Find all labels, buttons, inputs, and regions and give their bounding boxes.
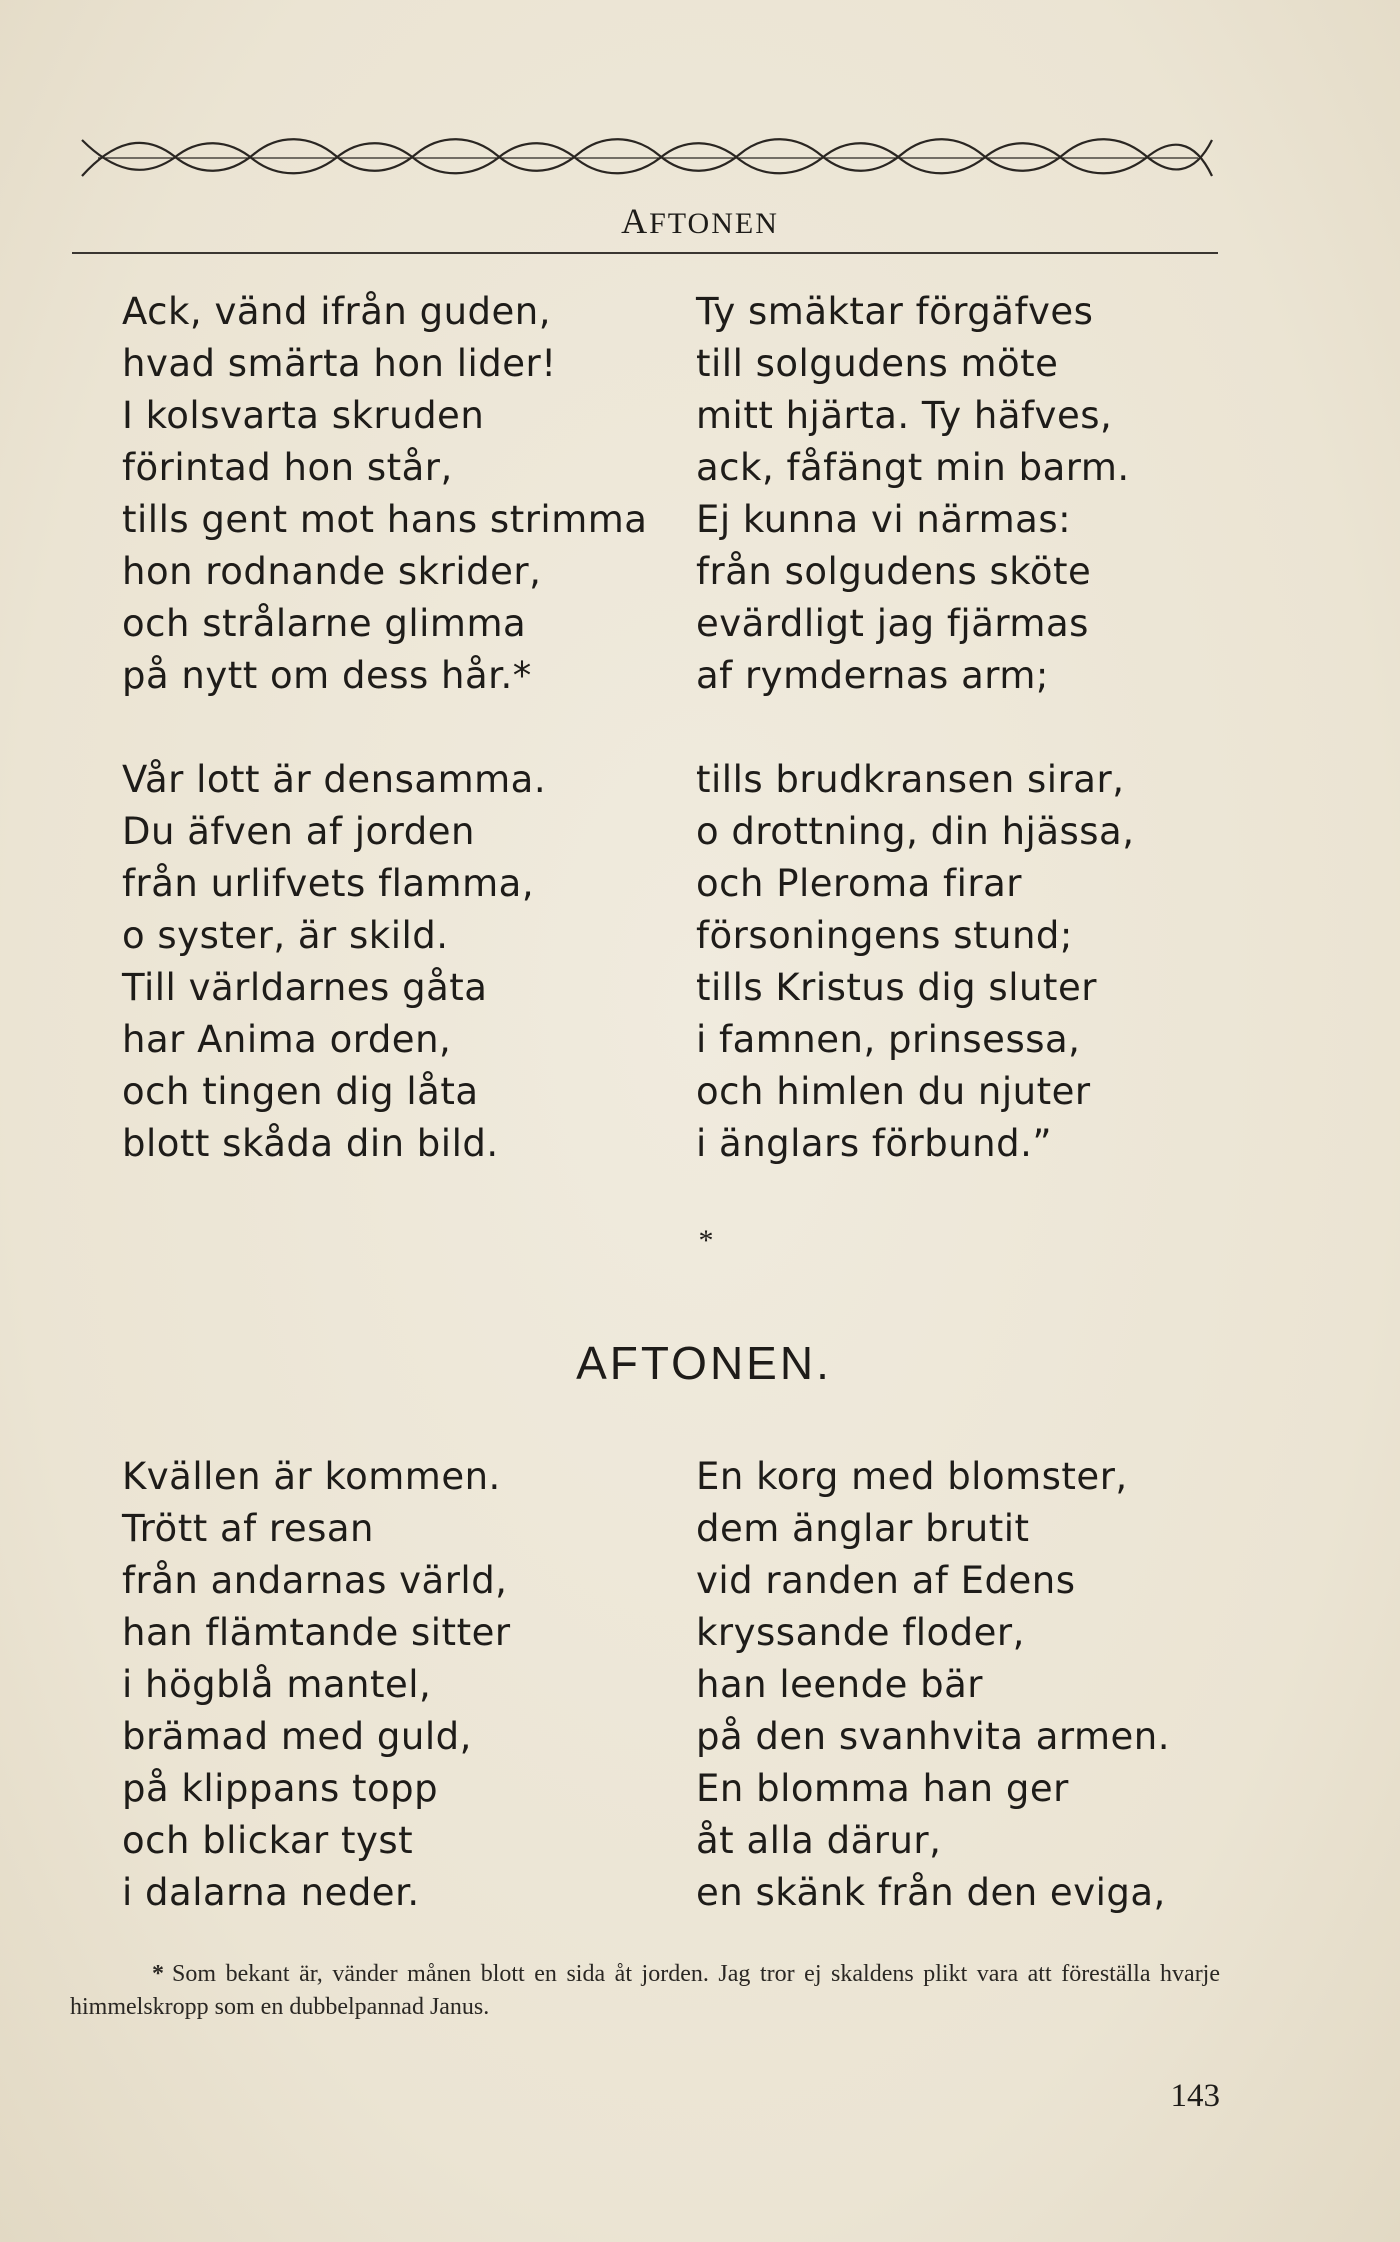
verse-line: Du äfven af jorden [122, 810, 475, 853]
footnote-mark: * [152, 1961, 164, 1987]
verse-line: Vår lott är densamma. [122, 758, 547, 801]
verse-line: och blickar tyst [122, 1819, 414, 1862]
header-rule [72, 252, 1218, 254]
verse-line: Kvällen är kommen. [122, 1455, 501, 1498]
verse-line: Ty smäktar förgäfves [696, 290, 1094, 333]
footnote-text: Som bekant är, vänder månen blott en sida åt jorden. Jag tror ej skaldens plikt vara att föreställa hvarje himmelskropp som en dubbelpannad Janus. [70, 1961, 1220, 2020]
verse-line: evärdligt jag fjärmas [696, 602, 1089, 645]
section-separator-asterisk: * [698, 1224, 714, 1257]
verse-line: blott skåda din bild. [122, 1122, 499, 1165]
running-header [0, 200, 1400, 242]
verse-line: Till världarnes gåta [122, 966, 488, 1009]
verse-line: en skänk från den eviga, [696, 1871, 1166, 1914]
verse-line: han flämtande sitter [122, 1611, 511, 1654]
running-header-initial: A [621, 201, 650, 241]
page-number: 143 [1170, 2078, 1220, 2114]
verse-line: i dalarna neder. [122, 1871, 420, 1914]
running-header-rest: FTONEN [649, 207, 779, 240]
verse-line: han leende bär [696, 1663, 983, 1706]
verse-line: och strålarne glimma [122, 602, 527, 645]
poem1-stanza-left-2 [122, 754, 682, 1170]
verse-line: En korg med blomster, [696, 1455, 1128, 1498]
verse-line: kryssande floder, [696, 1611, 1025, 1654]
verse-line: från solgudens sköte [696, 550, 1092, 593]
verse-line: I kolsvarta skruden [122, 394, 485, 437]
verse-line: tills gent mot hans strimma [122, 498, 648, 541]
verse-line: till solgudens möte [696, 342, 1059, 385]
verse-line: har Anima orden, [122, 1018, 452, 1061]
verse-line: försoningens stund; [696, 914, 1073, 957]
verse-line: från urlifvets flamma, [122, 862, 535, 905]
verse-line: på klippans topp [122, 1767, 439, 1810]
decorative-ornament-band [78, 132, 1216, 182]
verse-line: på nytt om dess hår.* [122, 654, 532, 697]
verse-line: Ej kunna vi närmas: [696, 498, 1072, 541]
verse-line: ack, fåfängt min barm. [696, 446, 1130, 489]
verse-line: brämad med guld, [122, 1715, 472, 1758]
poem2-stanza-left [122, 1451, 682, 1919]
verse-line: af rymdernas arm; [696, 654, 1049, 697]
verse-line: dem änglar brutit [696, 1507, 1030, 1550]
poem-title: AFTONEN. [576, 1337, 832, 1389]
verse-line: och himlen du njuter [696, 1070, 1091, 1113]
verse-line: och tingen dig låta [122, 1070, 479, 1113]
verse-line: i famnen, prinsessa, [696, 1018, 1081, 1061]
verse-line: o syster, är skild. [122, 914, 449, 957]
verse-line: hvad smärta hon lider! [122, 342, 557, 385]
poem1-stanza-right-1 [696, 286, 1256, 702]
verse-line: En blomma han ger [696, 1767, 1069, 1810]
verse-line: åt alla därur, [696, 1819, 942, 1862]
verse-line: Trött af resan [122, 1507, 374, 1550]
verse-line: hon rodnande skrider, [122, 550, 542, 593]
verse-line: tills Kristus dig sluter [696, 966, 1097, 1009]
verse-line: förintad hon står, [122, 446, 453, 489]
poem2-stanza-right [696, 1451, 1256, 1919]
verse-line: i änglars förbund.” [696, 1122, 1053, 1165]
poem1-stanza-right-2 [696, 754, 1256, 1170]
verse-line: Ack, vänd ifrån guden, [122, 290, 552, 333]
verse-line: på den svanhvita armen. [696, 1715, 1170, 1758]
verse-line: från andarnas värld, [122, 1559, 508, 1602]
verse-line: o drottning, din hjässa, [696, 810, 1135, 853]
verse-line: mitt hjärta. Ty häfves, [696, 394, 1113, 437]
footnote [70, 1958, 1220, 2024]
verse-line: och Pleroma firar [696, 862, 1022, 905]
verse-line: vid randen af Edens [696, 1559, 1076, 1602]
verse-line: i högblå mantel, [122, 1663, 432, 1706]
poem1-stanza-left-1 [122, 286, 682, 702]
verse-line: tills brudkransen sirar, [696, 758, 1125, 801]
